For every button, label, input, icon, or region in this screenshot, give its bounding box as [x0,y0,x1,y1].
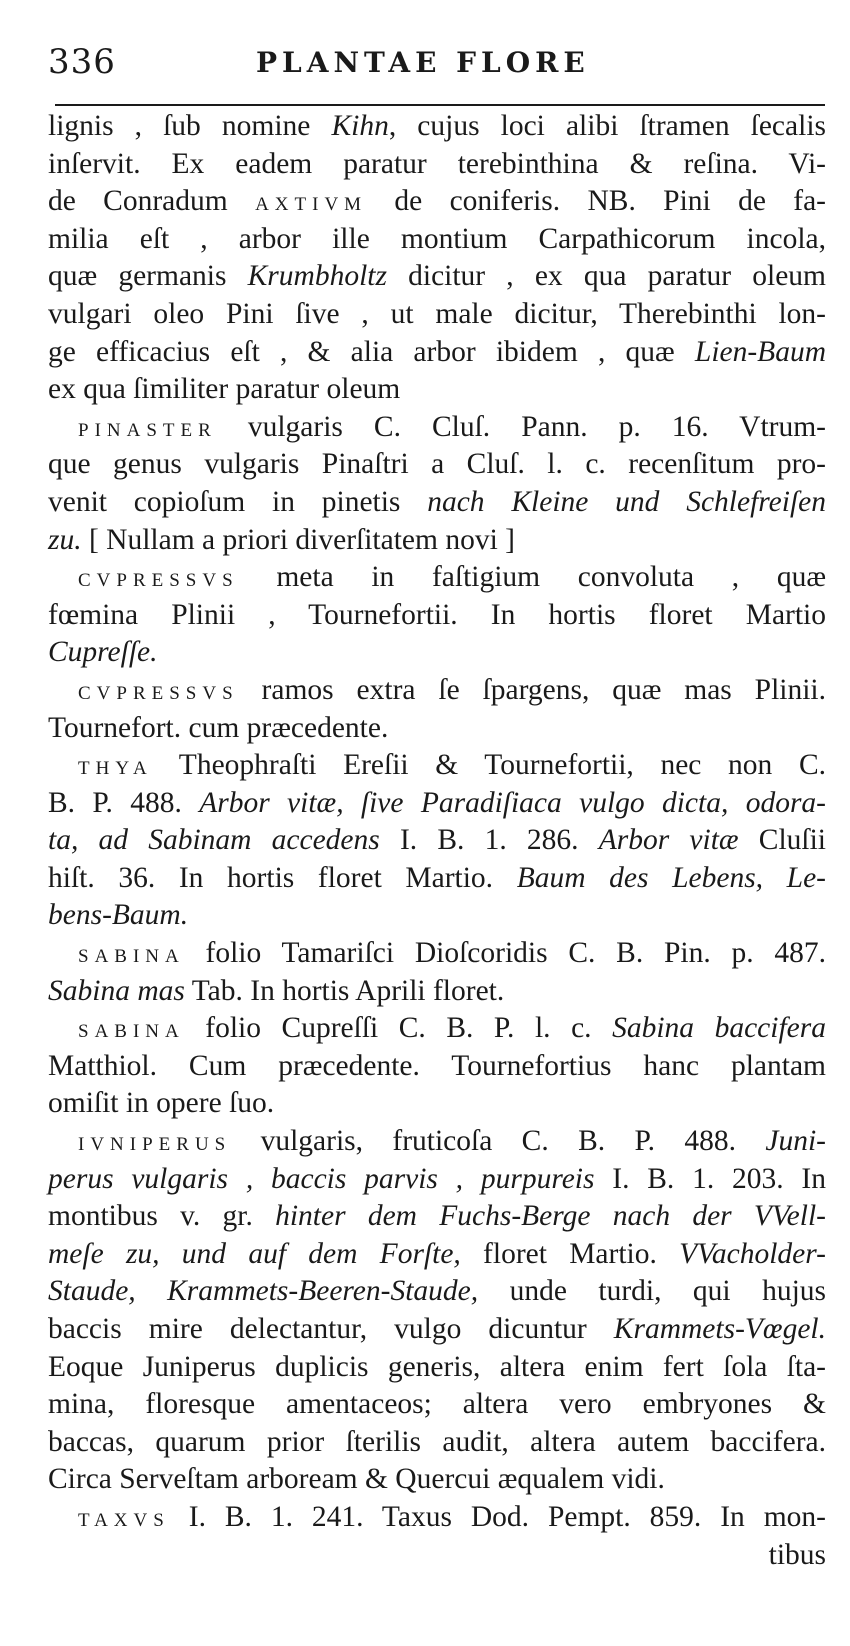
text-line [48,597,826,635]
text-segment: folio Cupreſſi C. B. P. l. c. [184,1012,613,1045]
text-line [48,897,826,935]
text-segment: I. B. 1. 203. In [594,1162,826,1195]
italic-text: Sabina mas [48,974,185,1007]
italic-text: Krammets-Vœgel. [613,1313,826,1345]
small-caps-name: PINASTER [78,419,217,441]
text-line [48,710,826,748]
text-segment: de coniferis. NB. Pini de fa- [367,185,826,218]
italic-text: ta, ad Sabinam accedens [48,824,380,857]
text-line [48,183,826,221]
text-segment: Tournefort. cum præcedente. [48,711,389,744]
text-segment: [ Nullam a priori diverſitatem novi ] [81,523,515,556]
text-segment: montibus v. gr. [48,1200,276,1233]
text-segment: mina, floresque amentaceos; altera vero embryones & [48,1388,826,1421]
small-caps-name: CVPRESSVS [78,682,239,704]
text-line [48,973,826,1011]
text-segment: tibus [768,1538,826,1571]
text-line [48,446,826,484]
text-segment: I. B. 1. 286. [379,824,599,857]
text-segment: vulgari oleo Pini ſive , ut male dicitur, Therebinthi lon- [48,297,826,330]
text-line [48,371,826,409]
text-line [48,1499,826,1537]
text-line [48,672,826,710]
text-segment: vulgaris, fruticoſa C. B. P. 488. [231,1125,766,1158]
text-segment: de Conradum [48,185,256,218]
text-line [48,1048,826,1086]
running-head: PLANTAE FLORE [256,46,590,79]
text-segment: I. B. 1. 241. Taxus Dod. Pempt. 859. In mon- [169,1500,826,1533]
text-segment: Cluſii [738,824,826,857]
text-segment: vulgaris C. Cluſ. Pann. p. 16. Vtrum- [216,410,826,443]
text-segment: dicitur , ex qua paratur oleum [386,260,826,293]
text-line [48,1273,826,1311]
text-segment: folio Tamariſci Dioſcoridis C. B. Pin. p. 487. [184,937,826,970]
italic-text: Lien-Baum [694,335,826,368]
small-caps-name: THYA [78,758,153,780]
text-line [48,484,826,522]
italic-text: Baum des Lebens, Le- [516,861,826,894]
text-line [48,221,826,259]
text-line [48,747,826,785]
text-line [48,1085,826,1123]
text-line [48,146,826,184]
small-caps-name: SABINA [78,1021,185,1043]
italic-text: Krumbholtz [247,260,387,293]
text-line [48,522,826,560]
text-segment: B. P. 488. [48,786,200,819]
text-line [48,1424,826,1462]
text-segment: Circa Serveſtam arboream & Quercui æqualem vidi. [48,1463,665,1496]
text-segment: , cujus loci alibi ſtramen ſecalis [388,110,826,142]
text-line [48,1161,826,1199]
text-segment: hiſt. 36. In hortis floret Martio. [48,861,517,894]
italic-text: zu. [48,523,82,556]
text-segment: ex qua ſimiliter paratur oleum [48,373,401,406]
text-segment: Tab. In hortis Aprili floret. [184,974,505,1007]
text-line [48,296,826,334]
body-text [48,108,826,1574]
italic-text: Juni- [765,1125,826,1158]
text-line [48,634,826,672]
small-caps-name: IVNIPERUS [78,1134,232,1156]
italic-text: Arbor vitæ, ſive Paradiſiaca vulgo dicta, odora- [199,786,826,819]
text-line [48,1537,826,1575]
italic-text: nach Kleine und Schlefreiſen [427,485,826,518]
italic-text: perus vulgaris , baccis parvis , purpureis [48,1162,595,1195]
italic-text: Cupreſſe. [48,636,158,669]
text-line [48,1123,826,1161]
text-segment: quæ germanis [48,260,248,293]
page-number: 336 [48,42,116,82]
text-line [48,1010,826,1048]
italic-text: meſe zu, und auf dem Forſte, [48,1237,461,1270]
italic-text: bens-Baum. [48,899,189,932]
text-line [48,1386,826,1424]
text-line [48,258,826,296]
text-segment: milia eſt , arbor ille montium Carpathicorum incola, [48,222,826,255]
small-caps-name: TAXVS [78,1509,170,1531]
text-line [48,785,826,823]
text-segment: lignis , ſub nomine [48,110,332,142]
small-caps-name: AXTIVM [255,194,368,216]
text-line [48,1461,826,1499]
text-line [48,334,826,372]
text-line [48,409,826,447]
page-header [48,42,818,90]
text-segment: Matthiol. Cum præcedente. Tournefortius hanc plantam [48,1049,826,1082]
italic-text: Staude, Krammets-Beeren-Staude, [48,1275,479,1308]
small-caps-name: CVPRESSVS [78,570,239,592]
text-segment: ge efficacius eſt , & alia arbor ibidem , quæ [48,335,695,368]
text-segment: unde turdi, qui hujus [478,1275,827,1308]
text-segment: Theophraſti Ereſii & Tournefortii, nec non C. [152,749,826,782]
text-line [48,935,826,973]
text-line [48,1349,826,1387]
text-segment: que genus vulgaris Pinaſtri a Cluſ. l. c. recenſitum pro- [48,448,826,481]
italic-text: Arbor vitæ [598,824,739,857]
text-segment: meta in faſtigium convoluta , quæ [238,561,826,594]
text-line [48,1311,826,1349]
text-segment: omiſit in opere ſuo. [48,1087,275,1120]
italic-text: Sabina baccifera [612,1012,826,1045]
text-line [48,1198,826,1236]
header-rule [55,104,825,106]
text-segment: fœmina Plinii , Tournefortii. In hortis floret Martio [48,598,826,631]
text-line [48,108,826,146]
italic-text: Kihn [331,110,389,142]
text-segment: ramos extra ſe ſpargens, quæ mas Plinii. [238,673,826,706]
text-segment: venit copioſum in pinetis [48,485,428,518]
text-line [48,1236,826,1274]
text-segment: baccis mire delectantur, vulgo dicuntur [48,1313,614,1345]
text-segment: Eoque Juniperus duplicis generis, altera enim fert ſola ſta- [48,1350,826,1383]
italic-text: VVacholder- [679,1237,826,1270]
text-segment: floret Martio. [460,1237,680,1270]
text-segment: inſervit. Ex eadem paratur terebinthina & reſina. Vi- [48,147,826,180]
small-caps-name: SABINA [78,946,185,968]
italic-text: hinter dem Fuchs-Berge nach der VVell- [275,1200,826,1233]
text-segment: baccas, quarum prior ſterilis audit, altera autem baccifera. [48,1425,826,1458]
text-line [48,822,826,860]
text-line [48,559,826,597]
text-line [48,860,826,898]
